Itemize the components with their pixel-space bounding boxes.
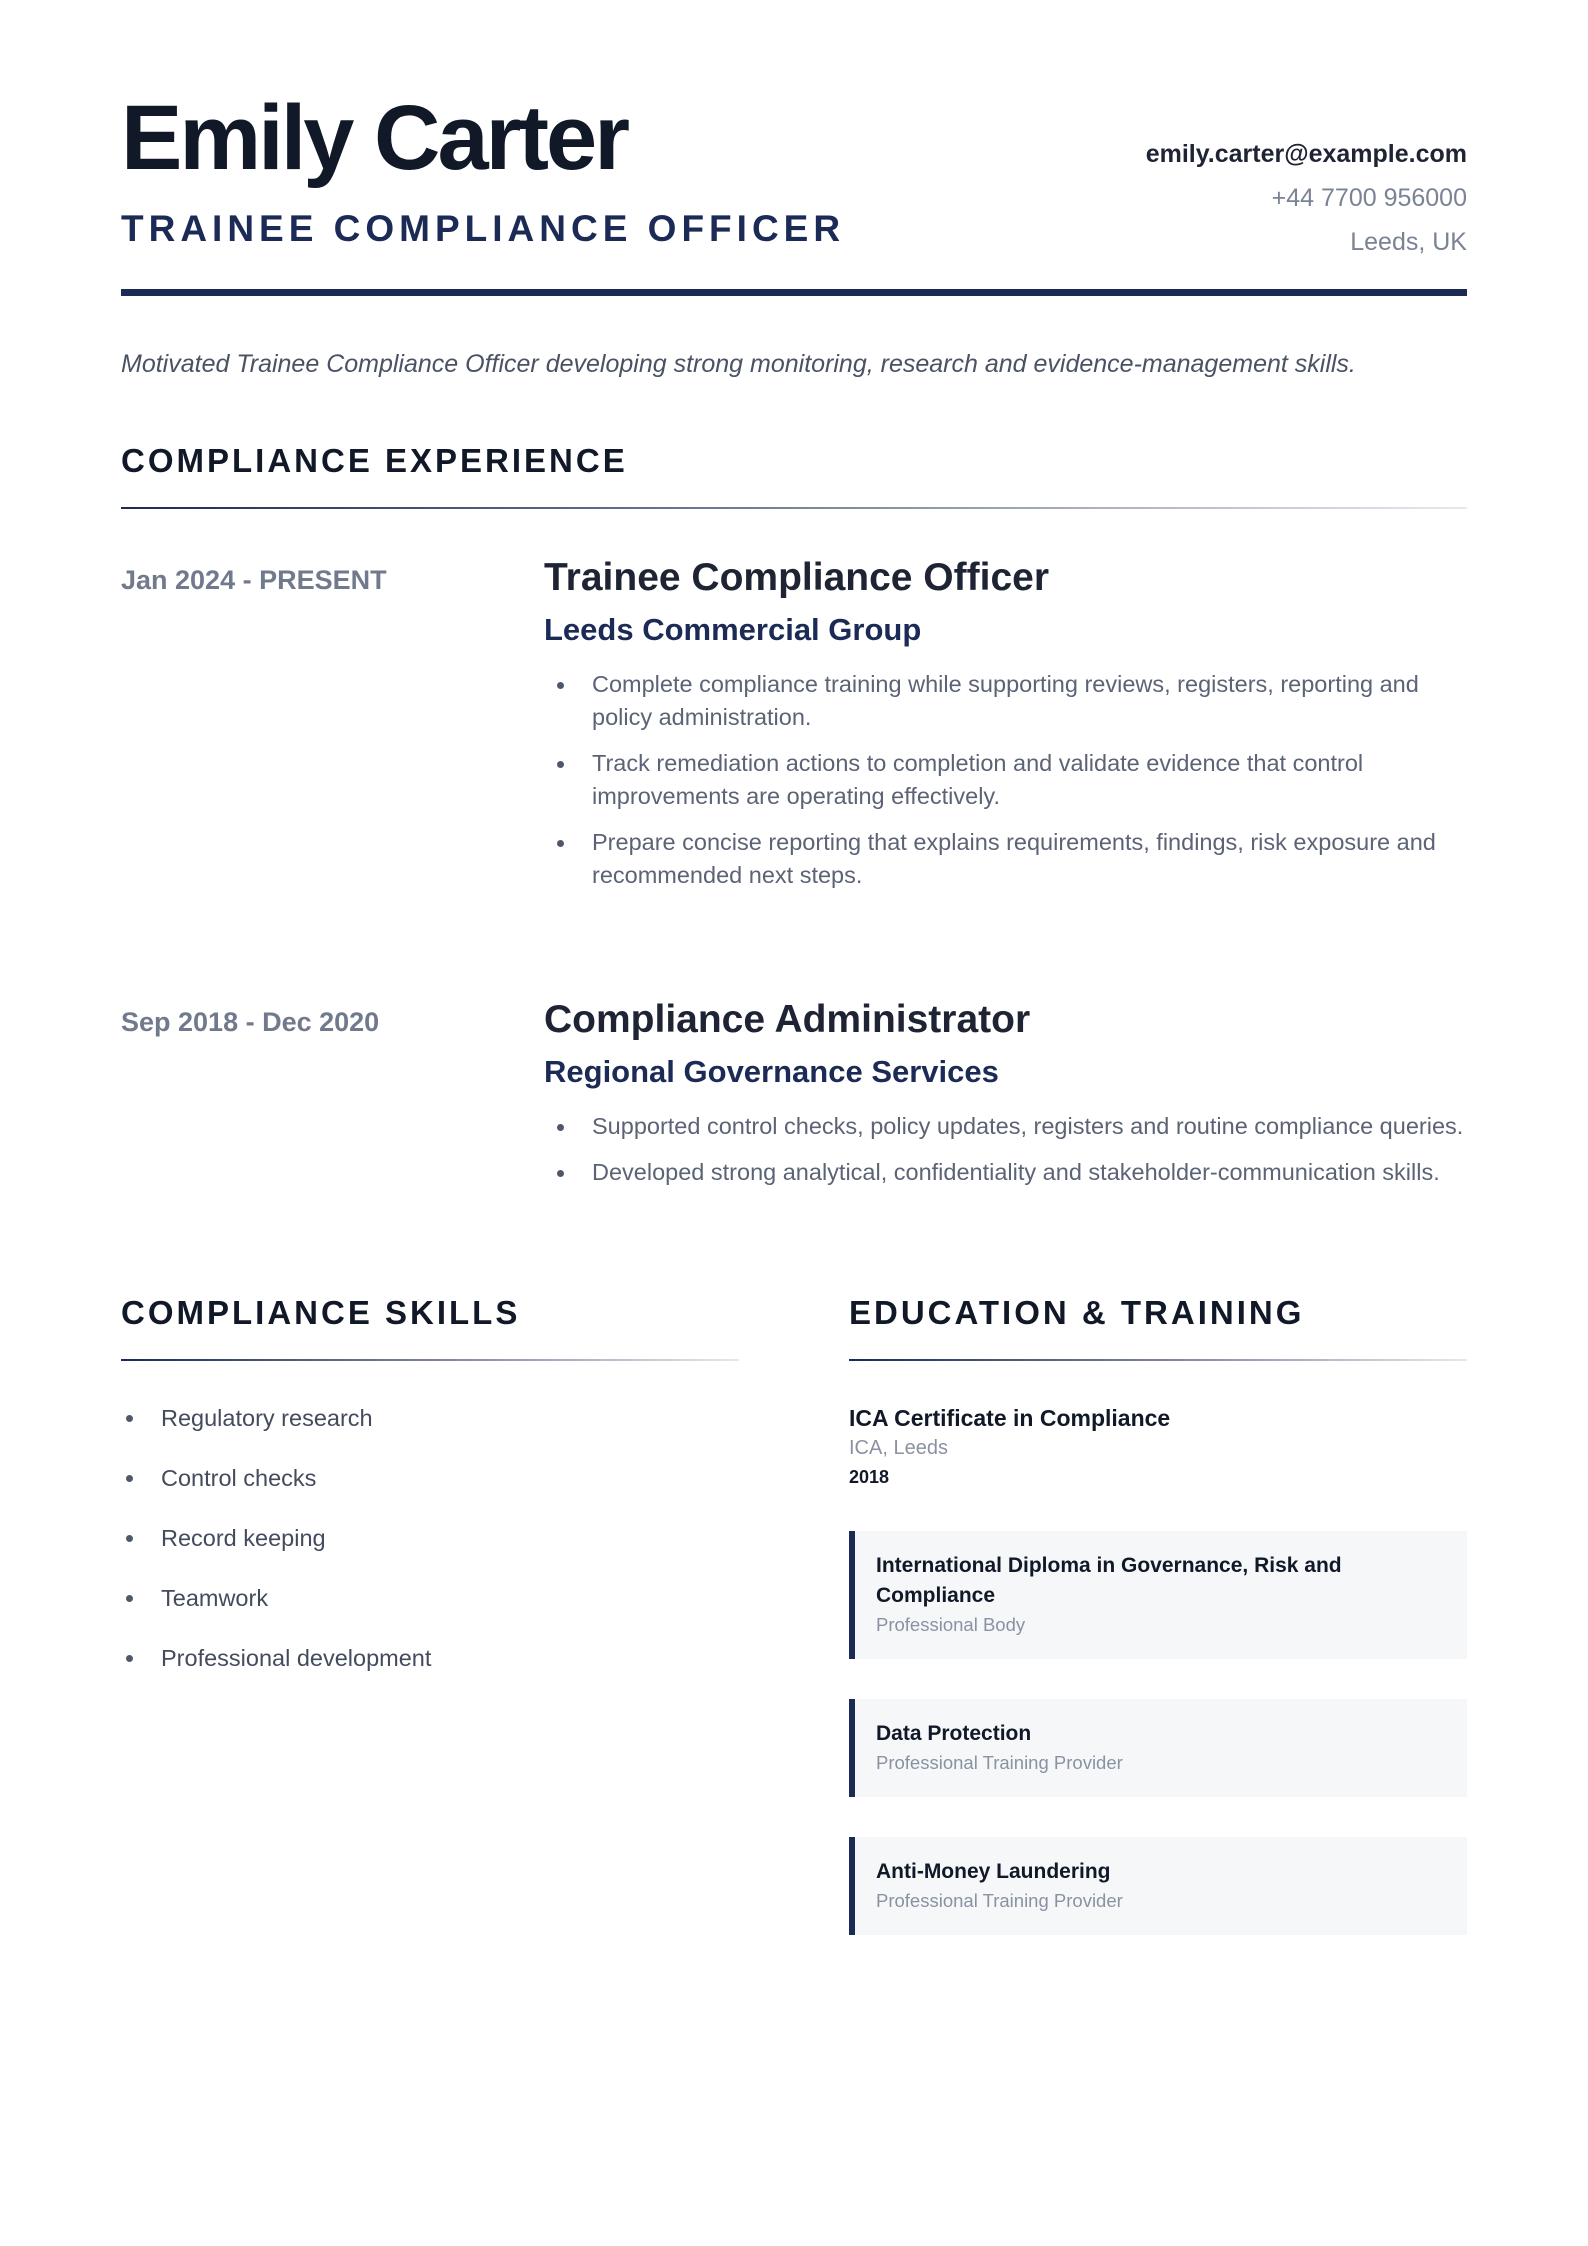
- job-details: [544, 999, 1467, 1202]
- skill-item: Regulatory research: [121, 1403, 739, 1463]
- certification-card: [849, 1699, 1467, 1797]
- skill-item: Record keeping: [121, 1523, 739, 1583]
- skills-list: [121, 1403, 739, 1703]
- education-divider: [849, 1359, 1467, 1361]
- certification-title: Data Protection: [876, 1721, 1032, 1745]
- skills-heading: COMPLIANCE SKILLS: [121, 1293, 521, 1331]
- job-bullet: Developed strong analytical, confidentiality and stakeholder-communication skills.: [544, 1156, 1467, 1189]
- job-entry: [121, 999, 1467, 1202]
- certification-title: International Diploma in Governance, Risk and Compliance: [876, 1553, 1342, 1607]
- skill-item: Teamwork: [121, 1583, 739, 1643]
- education-heading: EDUCATION & TRAINING: [849, 1293, 1305, 1331]
- contact-location: Leeds, UK: [1350, 228, 1467, 256]
- job-bullet: Track remediation actions to completion and validate evidence that control improvements are operating effectively.: [544, 747, 1467, 813]
- education-title: ICA Certificate in Compliance: [849, 1404, 1171, 1431]
- job-date: Sep 2018 - Dec 2020: [121, 1006, 380, 1037]
- skill-item: Control checks: [121, 1463, 739, 1523]
- job-company: Regional Governance Services: [544, 1053, 999, 1089]
- education-year: 2018: [849, 1466, 890, 1487]
- certification-provider: Professional Training Provider: [876, 1751, 1123, 1773]
- contact-block: [1146, 132, 1467, 264]
- certification-title: Anti-Money Laundering: [876, 1859, 1111, 1883]
- candidate-name: Emily Carter: [121, 87, 628, 189]
- certification-provider: Professional Body: [876, 1613, 1026, 1635]
- resume-header: [121, 0, 1467, 300]
- education-section: [849, 1294, 1467, 1935]
- job-date: Jan 2024 - PRESENT: [121, 565, 387, 595]
- skills-section: [121, 1294, 739, 1935]
- education-institution: ICA, Leeds: [849, 1436, 948, 1459]
- job-entry: [121, 557, 1467, 905]
- job-company: Leeds Commercial Group: [544, 611, 922, 647]
- profile-summary: Motivated Trainee Compliance Officer developing strong monitoring, research and evidence-management skills.: [121, 350, 1356, 378]
- job-bullets: [544, 1110, 1467, 1189]
- skills-divider: [121, 1359, 739, 1361]
- bottom-columns: [121, 1294, 1467, 1935]
- contact-phone: +44 7700 956000: [1271, 184, 1467, 212]
- experience-heading: COMPLIANCE EXPERIENCE: [121, 442, 628, 479]
- job-bullet: Supported control checks, policy updates, registers and routine compliance queries.: [544, 1110, 1467, 1143]
- job-bullet: Complete compliance training while supporting reviews, registers, reporting and policy administration.: [544, 668, 1467, 734]
- experience-divider: [121, 507, 1467, 509]
- job-details: [544, 557, 1467, 905]
- skill-item: Professional development: [121, 1643, 739, 1703]
- contact-email[interactable]: emily.carter@example.com: [1145, 140, 1467, 168]
- experience-section: [121, 442, 1467, 1202]
- job-title: Trainee Compliance Officer: [544, 556, 1050, 599]
- job-bullets: [544, 668, 1467, 892]
- certification-card: [849, 1837, 1467, 1935]
- job-bullet: Prepare concise reporting that explains requirements, findings, risk exposure and recommended next steps.: [544, 826, 1467, 892]
- candidate-role: TRAINEE COMPLIANCE OFFICER: [121, 208, 846, 249]
- education-entry: [849, 1403, 1467, 1491]
- certification-provider: Professional Training Provider: [876, 1889, 1123, 1911]
- certification-card: [849, 1531, 1467, 1659]
- header-divider: [121, 289, 1467, 296]
- job-title: Compliance Administrator: [544, 997, 1031, 1041]
